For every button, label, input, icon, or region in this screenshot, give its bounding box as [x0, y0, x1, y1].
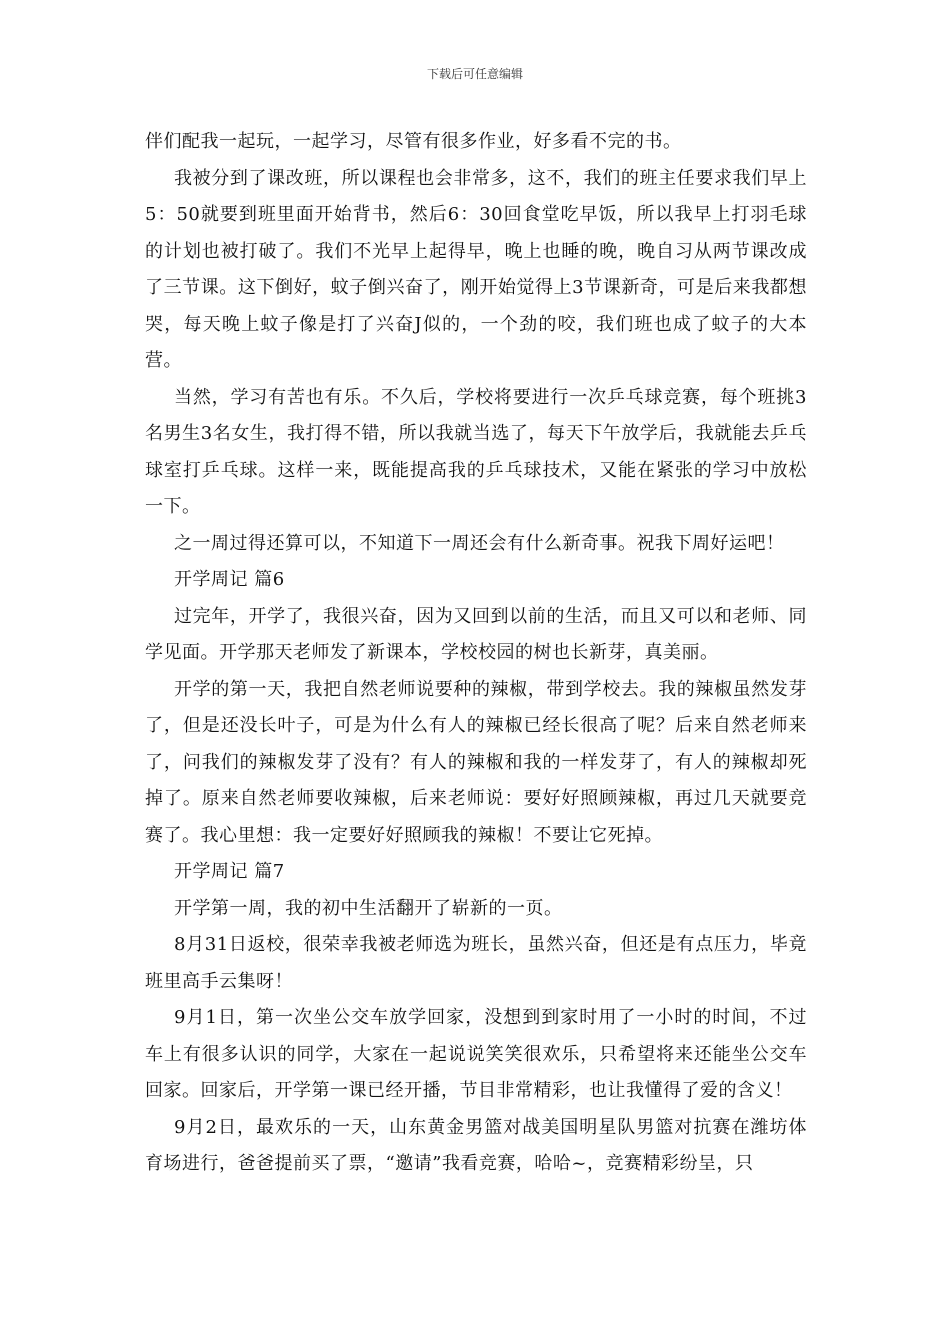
- paragraph: 开学的第一天，我把自然老师说要种的辣椒，带到学校去。我的辣椒虽然发芽了，但是还没长叶子，可是为什么有人的辣椒已经长很高了呢？后来自然老师来了，问我们的辣椒发芽了没有？有人的辣椒和我的一样发芽了，有人的辣椒却死掉了。原来自然老师要收辣椒，后来老师说：要好好照顾辣椒，再过几天就要竞赛了。我心里想：我一定要好好照顾我的辣椒！不要让它死掉。: [145, 678, 807, 846]
- paragraph: 9月1日，第一次坐公交车放学回家，没想到到家时用了一小时的时间，不过车上有很多认识的同学，大家在一起说说笑笑很欢乐，只希望将来还能坐公交车回家。回家后，开学第一课已经开播，节目非常精彩，也让我懂得了爱的含义！: [145, 1007, 807, 1101]
- paragraph: 我被分到了课改班，所以课程也会非常多，这不，我们的班主任要求我们早上5：50就要到班里面开始背书，然后6：30回食堂吃早饭，所以我早上打羽毛球的计划也被打破了。我们不光早上起得早，晚上也睡的晚，晚自习从两节课改成了三节课。这下倒好，蚊子倒兴奋了，刚开始觉得上3节课新奇，可是后来我都想哭，每天晚上蚊子像是打了兴奋J似的，一个劲的咬，我们班也成了蚊子的大本营。: [145, 167, 807, 371]
- page-header: 下载后可任意编辑: [426, 67, 523, 81]
- paragraph: 之一周过得还算可以，不知道下一周还会有什么新奇事。祝我下周好运吧！: [174, 532, 785, 554]
- paragraph: 8月31日返校，很荣幸我被老师选为班长，虽然兴奋，但还是有点压力，毕竟班里高手云集呀！: [145, 934, 807, 992]
- paragraph: 伴们配我一起玩，一起学习，尽管有很多作业，好多看不完的书。: [145, 131, 682, 152]
- paragraph: 9月2日，最欢乐的一天，山东黄金男篮对战美国明星队男篮对抗赛在潍坊体育场进行，爸爸提前买了票，“邀请”我看竞赛，哈哈~，竞赛精彩纷呈，只: [145, 1116, 807, 1174]
- paragraph: 当然，学习有苦也有乐。不久后，学校将要进行一次乒乓球竞赛，每个班挑3名男生3名女生，我打得不错，所以我就当选了，每天下午放学后，我就能去乒乓球室打乒乓球。这样一来，既能提高我的乒乓球技术，又能在紧张的学习中放松一下。: [145, 386, 807, 517]
- section-heading: 开学周记 篇7: [174, 861, 285, 882]
- paragraph: 开学第一周，我的初中生活翻开了崭新的一页。: [174, 897, 563, 919]
- section-heading: 开学周记 篇6: [174, 569, 285, 590]
- paragraph: 过完年，开学了，我很兴奋，因为又回到以前的生活，而且又可以和老师、同学见面。开学那天老师发了新课本，学校校园的树也长新芽，真美丽。: [145, 605, 807, 663]
- document-body: [145, 124, 807, 1183]
